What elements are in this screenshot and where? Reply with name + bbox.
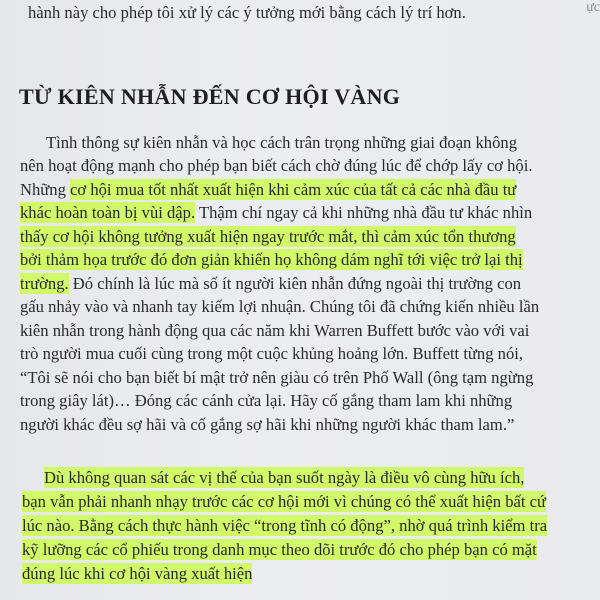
text-line — [20, 155, 532, 177]
highlighted-text: thấy cơ hội không tưởng xuất hiện ngay trước mắt, thì cảm xúc tổn thương — [20, 227, 516, 246]
text-line — [22, 515, 547, 537]
text-run: Những — [20, 180, 71, 199]
text-line — [20, 202, 532, 224]
section-heading: TỪ KIÊN NHẪN ĐẾN CƠ HỘI VÀNG — [19, 84, 401, 109]
text-line — [20, 320, 529, 342]
highlighted-text: kỹ lưỡng các cổ phiếu trong danh mục theo dõi trước đó cho phép bạn có mặt — [22, 540, 537, 559]
text-run: Thậm chí ngay cả khi những nhà đầu tư khác nhìn — [195, 203, 533, 222]
text-line — [44, 467, 524, 489]
text-line — [20, 414, 514, 436]
text-line — [20, 273, 521, 295]
text-line — [20, 296, 539, 318]
text-line — [22, 563, 252, 585]
text-line — [20, 367, 533, 389]
text-line — [20, 226, 516, 248]
text-run: Tình thông sự kiên nhẫn và học cách trân trọng những giai đoạn không — [46, 133, 517, 152]
highlighted-text: bởi thảm họa trước đó đơn giản khiến họ không dám nghĩ tới việc trở lại thị — [20, 250, 523, 269]
text-line — [20, 343, 523, 365]
text-run: trong giây lát)… Đóng các cánh cửa lại. Hãy cố gắng tham lam khi những — [20, 391, 513, 410]
text-line — [20, 179, 516, 201]
text-run: kiên nhẫn trong hành động qua các năm khi Warren Buffett bước vào với vai — [20, 321, 530, 340]
top-line: hành này cho phép tôi xử lý các ý tưởng mới bằng cách lý trí hơn. — [28, 3, 466, 22]
text-line — [20, 249, 523, 271]
text-run: gấu nhảy vào và nhanh tay kiếm lợi nhuận. Chúng tôi đã chứng kiến nhiều lần — [20, 297, 540, 316]
highlighted-text: đúng lúc khi cơ hội vàng xuất hiện — [22, 564, 253, 583]
text-line — [22, 491, 546, 513]
text-run: nên hoạt động mạnh cho phép bạn biết cách chờ đúng lúc để chớp lấy cơ hội. — [20, 156, 533, 175]
highlighted-text: lúc nào. Bằng cách thực hành việc “trong tĩnh có động”, nhờ quá trình kiểm tra — [22, 516, 548, 535]
text-run: người khác đều sợ hãi và cố gắng sợ hãi khi những người khác tham lam.” — [20, 415, 515, 434]
highlighted-text: bạn vẫn phải nhanh nhạy trước các cơ hội mới vì chúng có thể xuất hiện bất cứ — [22, 492, 546, 511]
highlighted-text: trường. — [20, 274, 69, 293]
edge-text-fragment: ực — [586, 0, 600, 15]
highlighted-text: cơ hội mua tốt nhất xuất hiện khi cảm xúc của tất cả các nhà đầu tư — [70, 180, 517, 199]
highlighted-text: khác hoàn toàn bị vùi dập. — [20, 203, 196, 222]
text-run: “Tôi sẽ nói cho bạn biết bí mật trở nên giàu có trên Phố Wall (ông tạm ngừng — [20, 368, 534, 387]
text-run: trò người mua cuối cùng trong một cuộc khủng hoảng lớn. Buffett từng nói, — [20, 344, 524, 363]
text-line — [20, 390, 512, 412]
text-line — [22, 539, 537, 561]
text-line — [46, 132, 517, 154]
highlighted-text: Dù không quan sát các vị thế của bạn suốt ngày là điều vô cùng hữu ích, — [44, 468, 525, 487]
text-run: Đó chính là lúc mà số ít người kiên nhẫn đứng ngoài thị trường con — [68, 274, 522, 293]
